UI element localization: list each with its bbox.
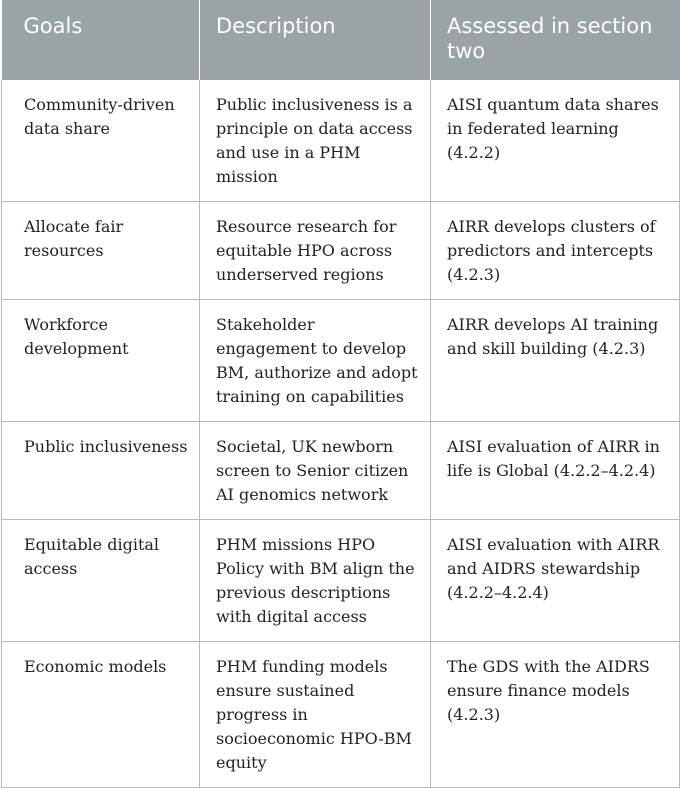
goal-cell: Equitable digital access [2, 520, 200, 642]
table-row [2, 520, 680, 642]
header-assessed: Assessed in section two [431, 0, 680, 80]
header-row [2, 0, 680, 80]
description-cell: PHM missions HPO Policy with BM align the previous descriptions with digital access [200, 520, 431, 642]
table-row [2, 422, 680, 520]
header-description: Description [200, 0, 431, 80]
table-row [2, 300, 680, 422]
assessed-cell: AISI evaluation of AIRR in life is Global (4.2.2–4.2.4) [431, 422, 680, 520]
goal-cell: Economic models [2, 642, 200, 788]
assessed-cell: The GDS with the AIDRS ensure finance models (4.2.3) [431, 642, 680, 788]
assessed-cell: AISI evaluation with AIRR and AIDRS stewardship (4.2.2–4.2.4) [431, 520, 680, 642]
table-row [2, 202, 680, 300]
table-header [2, 0, 680, 80]
assessed-cell: AIRR develops AI training and skill building (4.2.3) [431, 300, 680, 422]
description-cell: PHM funding models ensure sustained progress in socioeconomic HPO-BM equity [200, 642, 431, 788]
description-cell: Resource research for equitable HPO across underserved regions [200, 202, 431, 300]
description-cell: Public inclusiveness is a principle on data access and use in a PHM mission [200, 80, 431, 202]
goals-table [1, 0, 680, 788]
goal-cell: Allocate fair resources [2, 202, 200, 300]
goal-cell: Workforce development [2, 300, 200, 422]
description-cell: Societal, UK newborn screen to Senior citizen AI genomics network [200, 422, 431, 520]
description-cell: Stakeholder engagement to develop BM, authorize and adopt training on capabilities [200, 300, 431, 422]
header-goals: Goals [2, 0, 200, 80]
assessed-cell: AIRR develops clusters of predictors and intercepts (4.2.3) [431, 202, 680, 300]
table-row [2, 80, 680, 202]
goal-cell: Community-driven data share [2, 80, 200, 202]
assessed-cell: AISI quantum data shares in federated learning (4.2.2) [431, 80, 680, 202]
table-row [2, 642, 680, 788]
table-body [2, 80, 680, 788]
goal-cell: Public inclusiveness [2, 422, 200, 520]
